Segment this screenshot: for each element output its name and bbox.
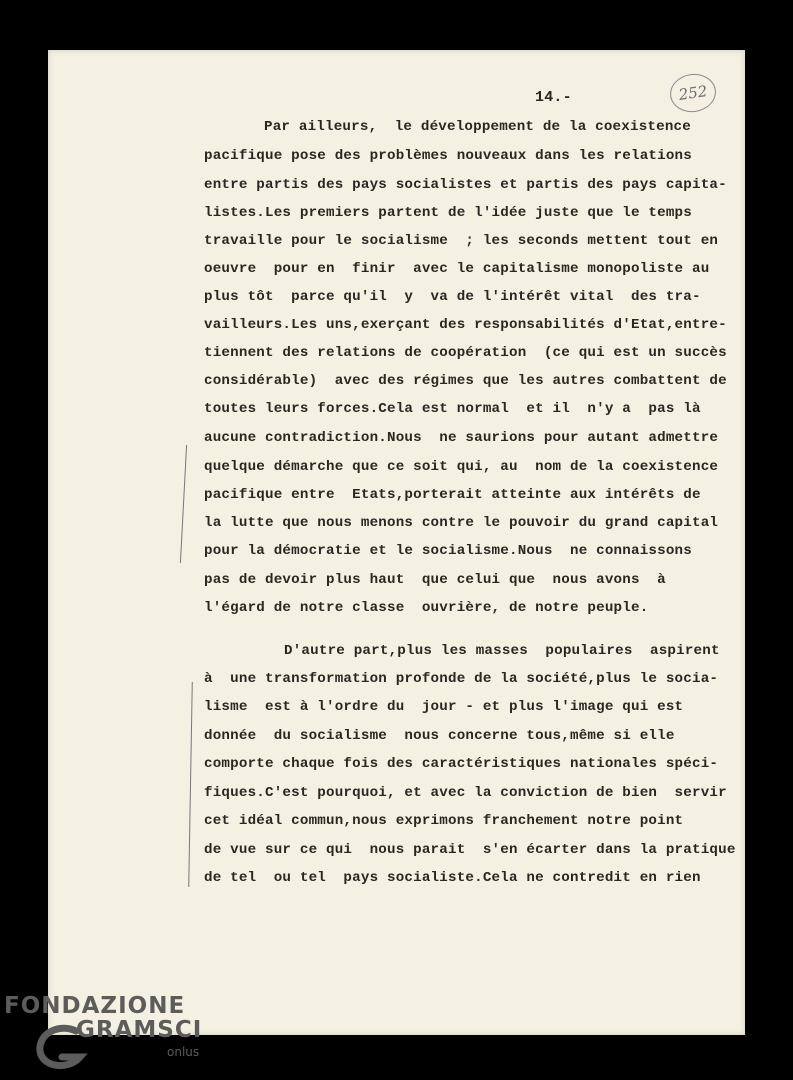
- text-line: comporte chaque fois des caractéristiques nationales spéci-: [204, 756, 719, 772]
- text-line: de vue sur ce qui nous parait s'en écarter dans la pratique: [204, 842, 736, 858]
- text-line: tiennent des relations de coopération (ce qui est un succès: [204, 345, 727, 361]
- text-line: fiques.C'est pourquoi, et avec la conviction de bien servir: [204, 785, 727, 801]
- archive-number: 252: [677, 82, 709, 104]
- text-line: travaille pour le socialisme ; les seconds mettent tout en: [204, 233, 719, 249]
- logo-line-1: FONDAZIONE: [4, 993, 186, 1019]
- fondazione-gramsci-logo: [4, 993, 204, 1078]
- text-line: à une transformation profonde de la société,plus le socia-: [204, 671, 719, 687]
- page-number: 14.-: [535, 89, 572, 106]
- text-line: la lutte que nous menons contre le pouvoir du grand capital: [204, 515, 719, 531]
- text-line: vailleurs.Les uns,exerçant des responsabilités d'Etat,entre-: [204, 317, 727, 333]
- text-line: D'autre part,plus les masses populaires aspirent: [284, 643, 720, 659]
- text-line: pour la démocratie et le socialisme.Nous ne connaissons: [204, 543, 692, 559]
- text-line: considérable) avec des régimes que les autres combattent de: [204, 373, 727, 389]
- text-line: donnée du socialisme nous concerne tous,même si elle: [204, 728, 675, 744]
- text-line: entre partis des pays socialistes et partis des pays capita-: [204, 177, 727, 193]
- text-line: Par ailleurs, le développement de la coexistence: [264, 119, 691, 135]
- text-line: aucune contradiction.Nous ne saurions pour autant admettre: [204, 430, 719, 446]
- text-line: toutes leurs forces.Cela est normal et il n'y a pas là: [204, 401, 701, 417]
- archive-number-stamp: [668, 71, 719, 115]
- text-line: cet idéal commun,nous exprimons franchement notre point: [204, 813, 684, 829]
- text-line: oeuvre pour en finir avec le capitalisme monopoliste au: [204, 261, 710, 277]
- text-line: lisme est à l'ordre du jour - et plus l'image qui est: [204, 699, 684, 715]
- text-line: pas de devoir plus haut que celui que nous avons à: [204, 572, 666, 588]
- text-line: de tel ou tel pays socialiste.Cela ne contredit en rien: [204, 870, 701, 886]
- logo-suffix: onlus: [167, 1045, 200, 1059]
- text-line: quelque démarche que ce soit qui, au nom de la coexistence: [204, 459, 719, 475]
- text-line: pacifique entre Etats,porterait atteinte aux intérêts de: [204, 487, 701, 503]
- text-line: listes.Les premiers partent de l'idée juste que le temps: [204, 205, 692, 221]
- text-line: l'égard de notre classe ouvrière, de notre peuple.: [204, 600, 649, 616]
- logo-line-2: GRAMSCI: [76, 1017, 203, 1043]
- text-line: pacifique pose des problèmes nouveaux dans les relations: [204, 148, 692, 164]
- text-line: plus tôt parce qu'il y va de l'intérêt vital des tra-: [204, 289, 701, 305]
